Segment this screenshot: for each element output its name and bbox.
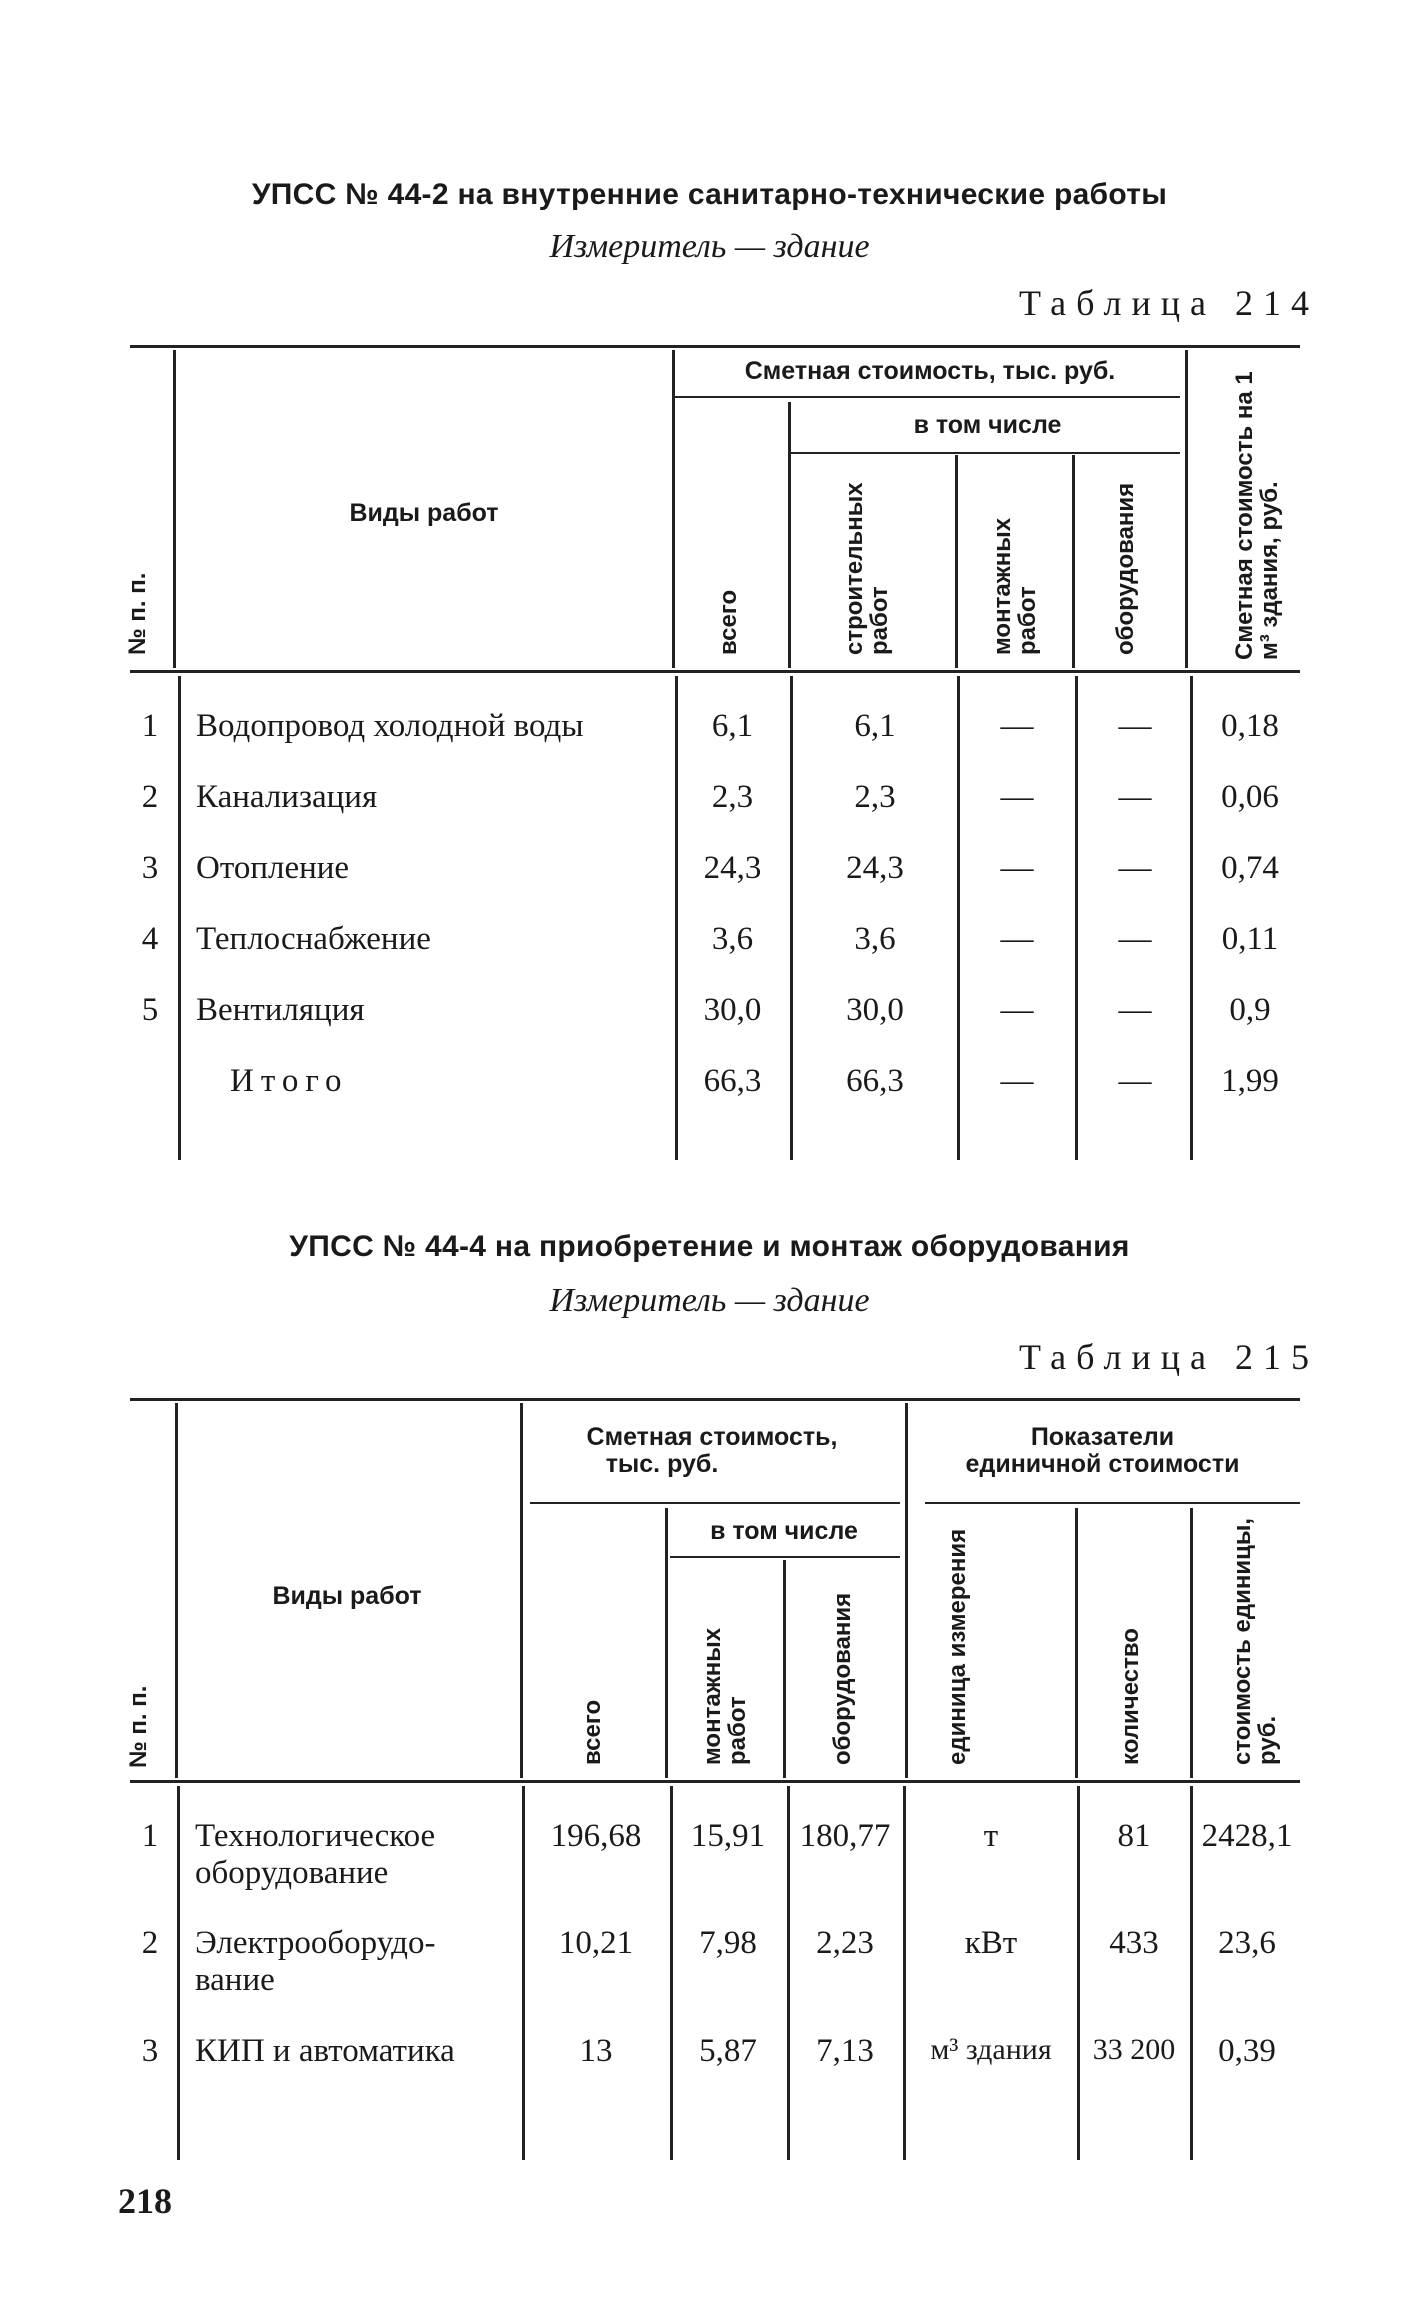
table214-header-including: в том числе bbox=[913, 411, 1062, 439]
table214-header-equipment: оборудования bbox=[1112, 482, 1139, 655]
table215-header-cost-2: тыс. руб. bbox=[605, 1450, 719, 1478]
table215-header-unit-cost: стоимость единицы, руб. bbox=[1229, 1517, 1282, 1765]
table215-header-cost-1: Сметная стоимость, bbox=[586, 1423, 838, 1451]
table215-header-installation: монтажных работ bbox=[699, 1627, 752, 1765]
table215-header-equipment: оборудования bbox=[829, 1592, 856, 1765]
table214-measure: Измеритель — здание bbox=[549, 228, 870, 265]
table214-header-work: Виды работ bbox=[349, 499, 499, 527]
table214-header-num: № п. п. bbox=[124, 572, 151, 655]
table215-measure: Измеритель — здание bbox=[549, 1282, 870, 1319]
table215-heading: УПСС № 44-4 на приобретение и монтаж оборудования bbox=[289, 1230, 1130, 1263]
table214-heading: УПСС № 44-2 на внутренние санитарно-технические работы bbox=[251, 178, 1168, 211]
table215-header-work: Виды работ bbox=[272, 1582, 422, 1610]
table215-header-including: в том числе bbox=[710, 1517, 858, 1545]
table214-header-installation: монтажных работ bbox=[989, 517, 1042, 655]
table215-header-quantity: количество bbox=[1117, 1628, 1144, 1765]
table214-header-per-m3: Сметная стоимость на 1 м³ здания, руб. bbox=[1231, 371, 1284, 660]
table214-label: Таблица 214 bbox=[1019, 283, 1319, 323]
table215-header-num: № п. п. bbox=[125, 1685, 152, 1768]
table215-header-unit-ind-2: единичной стоимости bbox=[965, 1450, 1240, 1478]
table215-header-unit: единица измерения bbox=[944, 1528, 971, 1765]
page-number: 218 bbox=[118, 2181, 172, 2221]
table215-header-unit-ind-1: Показатели bbox=[1030, 1423, 1175, 1451]
table215-label: Таблица 215 bbox=[1019, 1337, 1319, 1377]
table214-header-total: всего bbox=[715, 589, 742, 655]
table215-header-total: всего bbox=[579, 1699, 606, 1765]
table214-header-cost: Сметная стоимость, тыс. руб. bbox=[744, 357, 1116, 385]
table214-header-construction: строительных работ bbox=[841, 482, 894, 655]
